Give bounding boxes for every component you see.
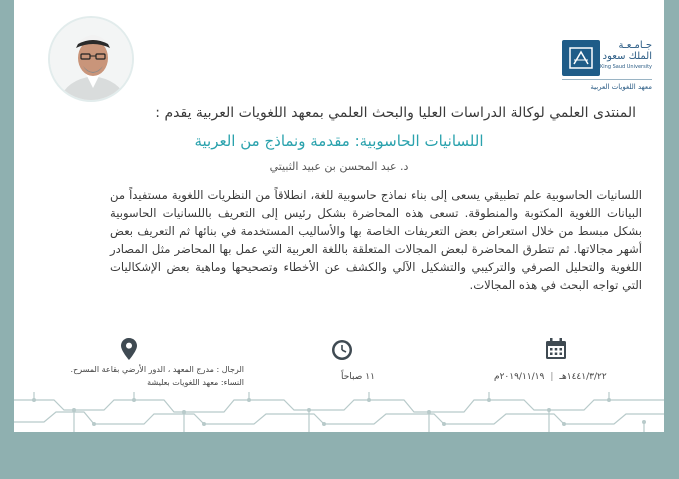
circuit-pattern-decoration: [14, 392, 664, 432]
logo-divider: [562, 79, 652, 80]
date-hijri: ١٤٤١/٣/٢٢هـ: [559, 372, 607, 382]
lecture-abstract: اللسانيات الحاسوبية علم تطبيقي يسعى إلى بناء نماذج حاسوبية للغة، انطلاقاً من النظريات اللغوية مستفيداً من البيانات اللغوية المكتوبة والمنطوقة. تسعى هذه المحاضرة بشكل رئيس إلى التعريف باللسانيات الحاسوبية بشكل مبسط من خلال استعراض بعض التعريفات الخاصة بها والأساليب المستخدمة في بنائها ثم التعريف بعض أشهر مجالاتها. ثم تتطرق المحاضرة لبعض المجالات المتعلقة باللغة العربية التي عمل بها المحاضر مثل المصادر اللغوية والتحليل الصرفي والتركيبي والتشكيل الآلي والكشف عن الأخطاء وتصحيحها وماهية بعض الإشكاليات التي تواجه البحث في هذه المجالات.: [110, 188, 642, 292]
logo-emblem-icon: [562, 40, 600, 76]
date-separator: |: [550, 372, 554, 382]
speaker-name: د. عبد المحسن بن عبيد الثبيتي: [269, 160, 409, 173]
event-poster: [14, 0, 664, 479]
event-time: ١١ صباحاً: [341, 372, 375, 382]
event-date: [494, 372, 607, 382]
speaker-photo: [48, 16, 134, 102]
logo-subtitle: معهد اللغويات العربية: [590, 83, 652, 91]
intro-line: المنتدى العلمي لوكالة الدراسات العليا والبحث العلمي بمعهد اللغويات العربية يقدم :: [155, 105, 636, 121]
calendar-icon: [545, 338, 567, 360]
clock-icon: [331, 339, 353, 361]
logo-title-ar: جـامـعـة الملك سعود: [602, 40, 652, 62]
location-men: الرجال : مدرج المعهد ، الدور الأرضي بقاعة المسرح.: [70, 365, 244, 374]
date-gregorian: ٢٠١٩/١١/١٩م: [494, 372, 545, 382]
lecture-title: اللسانيات الحاسوبية: مقدمة ونماذج من العربية: [194, 132, 484, 150]
location-pin-icon: [121, 338, 137, 360]
footer-band: [14, 432, 664, 479]
location-women: النساء: معهد اللغويات بعليشة: [147, 378, 244, 387]
university-logo: [560, 38, 656, 100]
speaker-portrait-icon: [50, 18, 134, 102]
logo-title-en: King Saud University: [600, 64, 652, 70]
